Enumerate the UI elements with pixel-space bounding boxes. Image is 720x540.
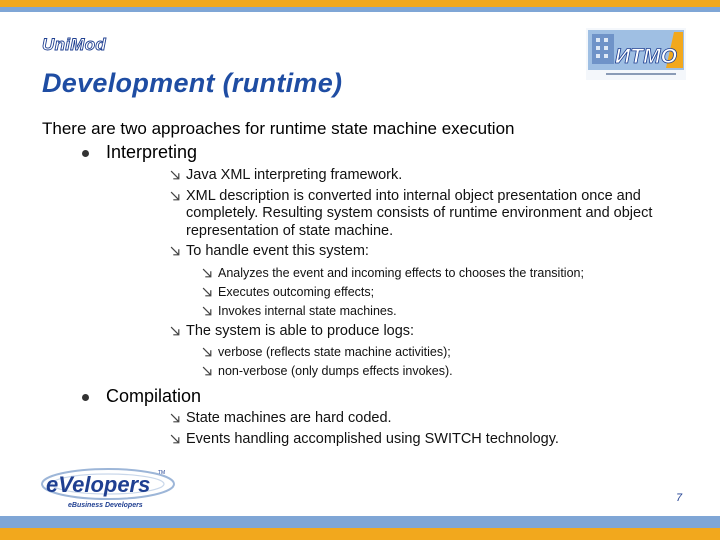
- arrow-bullet-icon: [170, 246, 181, 257]
- page-number: 7: [676, 492, 683, 504]
- list-item: Java XML interpreting framework.: [42, 167, 702, 185]
- list-item: To handle event this system:: [42, 243, 702, 261]
- slide-title: Development (runtime): [42, 68, 343, 98]
- intro-text: There are two approaches for runtime state machine execution: [42, 119, 515, 138]
- evelopers-logo-text: eVelopers: [46, 472, 151, 497]
- sub-list-item: Analyzes the event and incoming effects to chooses the transition;: [42, 264, 702, 283]
- arrow-bullet-icon: [170, 191, 181, 202]
- bullet-dot-icon: [82, 150, 89, 157]
- arrow-bullet-icon: [202, 347, 213, 358]
- section-heading: Interpreting: [106, 142, 198, 162]
- app-name: UniMod: [42, 35, 107, 54]
- bottom-orange-bar: [0, 528, 720, 540]
- section-interpreting: [42, 141, 702, 163]
- sub-list-item: non-verbose (only dumps effects invokes).: [42, 362, 702, 381]
- evelopers-logo: [36, 462, 178, 512]
- arrow-bullet-icon: [202, 306, 213, 317]
- bullet-dot-icon: [82, 394, 89, 401]
- slide-body: [42, 118, 702, 448]
- evelopers-logo-tm: TM: [158, 470, 166, 476]
- arrow-bullet-icon: [170, 170, 181, 181]
- bottom-blue-bar: [0, 516, 720, 528]
- sub-list-item: Executes outcoming effects;: [42, 283, 702, 302]
- list-item: State machines are hard coded.: [42, 410, 702, 428]
- sub-list-item: verbose (reflects state machine activities);: [42, 343, 702, 362]
- arrow-bullet-icon: [202, 268, 213, 279]
- itmo-logo: [586, 28, 686, 80]
- list-item: XML description is converted into internal object presentation once and completely. Resulting system consists of runtime environment and object representation of state machine.: [42, 188, 702, 241]
- list-item: The system is able to produce logs:: [42, 323, 702, 341]
- evelopers-logo-tagline: eBusiness Developers: [68, 502, 143, 509]
- arrow-bullet-icon: [202, 366, 213, 377]
- itmo-logo-text: ИТМО: [614, 45, 678, 68]
- top-blue-bar: [0, 7, 720, 12]
- arrow-bullet-icon: [202, 287, 213, 298]
- section-compilation: [42, 385, 702, 407]
- list-item: Events handling accomplished using SWITCH technology.: [42, 431, 702, 449]
- top-orange-bar: [0, 0, 720, 7]
- section-heading: Compilation: [106, 386, 202, 406]
- arrow-bullet-icon: [170, 413, 181, 424]
- arrow-bullet-icon: [170, 326, 181, 337]
- sub-list-item: Invokes internal state machines.: [42, 302, 702, 321]
- arrow-bullet-icon: [170, 434, 181, 445]
